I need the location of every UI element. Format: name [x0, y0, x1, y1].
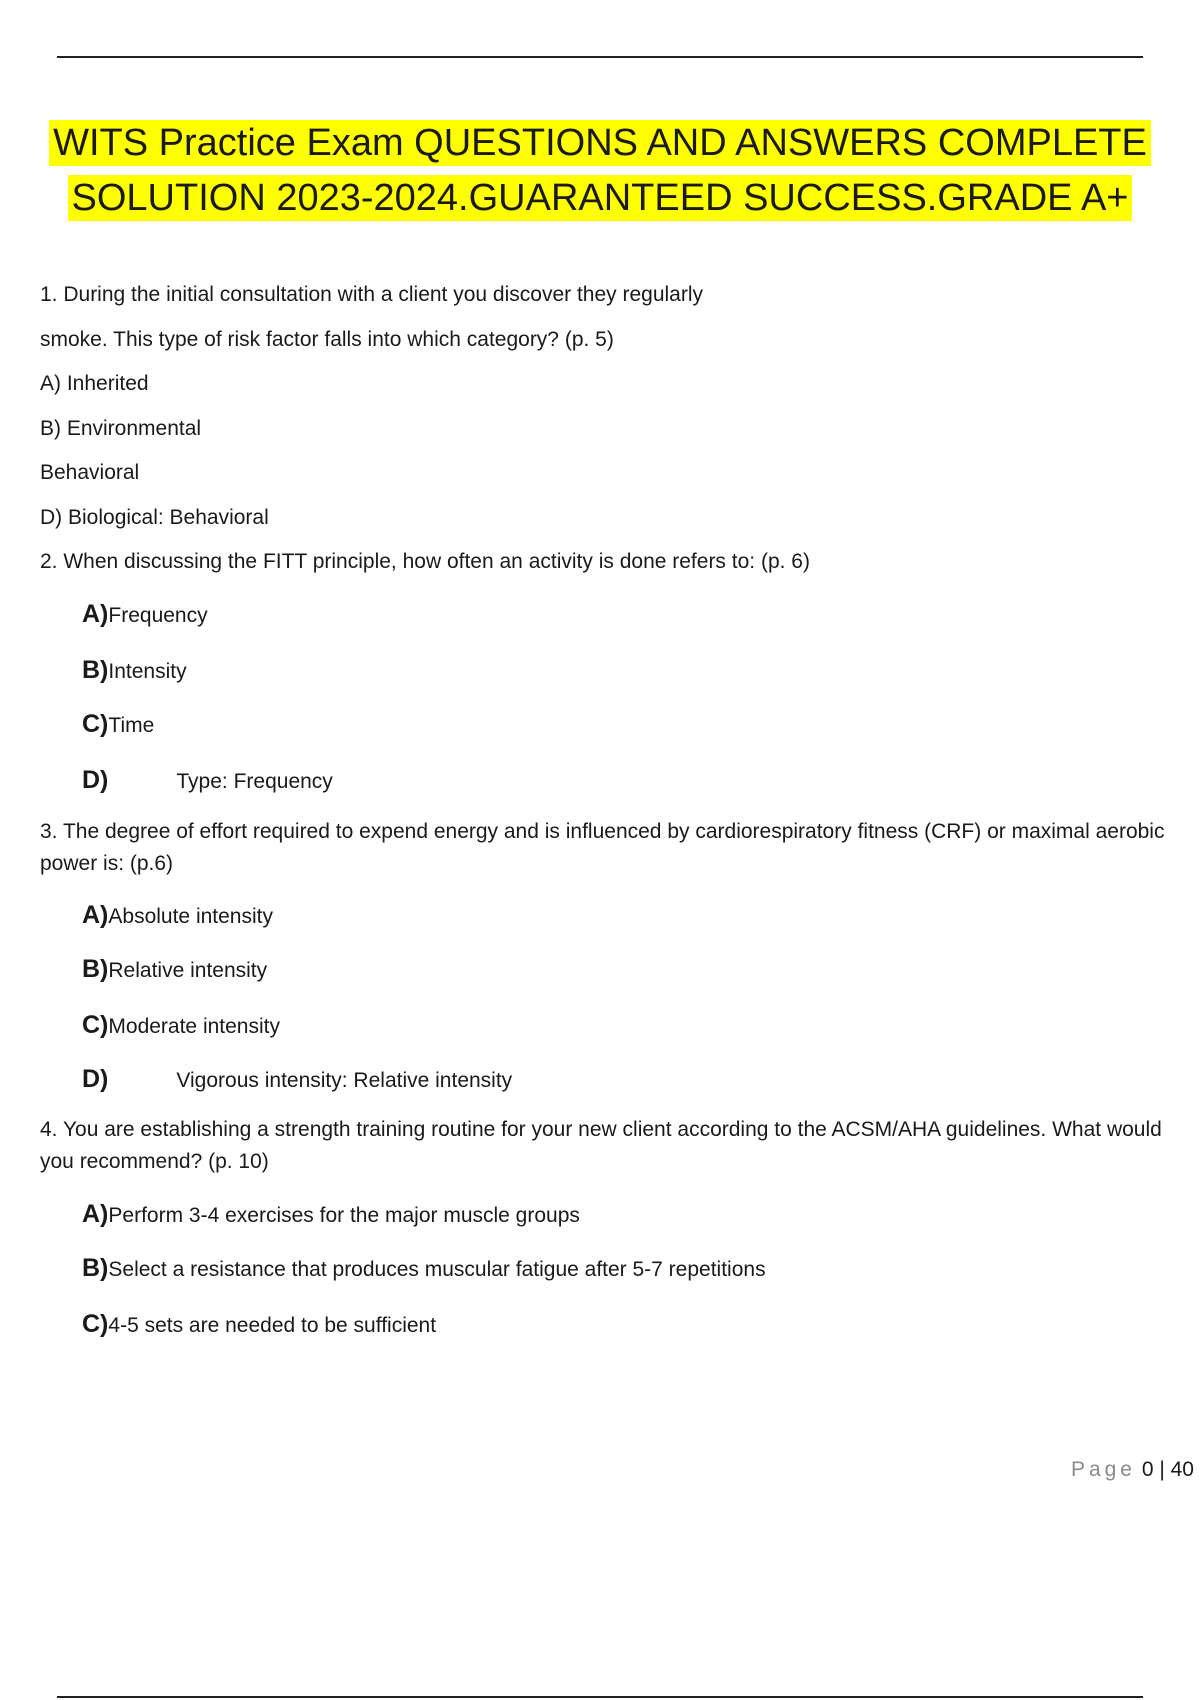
- option-text: Time: [108, 714, 155, 737]
- option-text: Intensity: [108, 660, 187, 683]
- option-text: Perform 3-4 exercises for the major muscle groups: [108, 1204, 580, 1227]
- option-letter: A): [82, 1200, 109, 1228]
- q1-option-c: Behavioral: [40, 461, 140, 484]
- option-letter: B): [82, 1254, 109, 1282]
- q2-text: 2. When discussing the FITT principle, how often an activity is done refers to: (p. 6): [40, 550, 810, 573]
- q1-option-b: B) Environmental: [40, 417, 202, 440]
- option-letter: A): [82, 600, 109, 628]
- q1-text-line-1: 1. During the initial consultation with a client you discover they regularly: [40, 283, 704, 306]
- option-text: Absolute intensity: [108, 905, 273, 928]
- option-letter: B): [82, 955, 109, 983]
- page-label: Page: [1070, 1458, 1136, 1481]
- option-letter: D): [82, 766, 109, 794]
- option-letter: B): [82, 656, 109, 684]
- q3-option-a: [82, 901, 273, 930]
- q2-option-b: [82, 656, 187, 685]
- option-text: Relative intensity: [108, 959, 268, 982]
- q3-text: 3. The degree of effort required to expend energy and is influenced by cardiorespiratory fitness (CRF) or maximal aerobic power is: (p.6): [40, 820, 1165, 875]
- title-line-2: SOLUTION 2023-2024.GUARANTEED SUCCESS.GRADE A+: [68, 175, 1133, 221]
- q2-option-d: [82, 766, 333, 795]
- title-line-1: WITS Practice Exam QUESTIONS AND ANSWERS COMPLETE: [49, 120, 1151, 166]
- q2-option-c: [82, 710, 154, 739]
- page-number: [1071, 1458, 1194, 1482]
- q3-option-c: [82, 1011, 280, 1040]
- option-text: Type: Frequency: [176, 770, 333, 793]
- q2-option-a: [82, 600, 208, 629]
- option-text: Select a resistance that produces muscular fatigue after 5-7 repetitions: [108, 1258, 766, 1281]
- option-letter: C): [82, 1310, 109, 1338]
- q1-option-a: A) Inherited: [40, 372, 149, 395]
- option-letter: A): [82, 901, 109, 929]
- option-letter: D): [82, 1065, 109, 1093]
- option-letter: C): [82, 1011, 109, 1039]
- option-text: Moderate intensity: [108, 1015, 280, 1038]
- q4-option-c: [82, 1310, 436, 1339]
- q1-text-line-2: smoke. This type of risk factor falls into which category? (p. 5): [40, 328, 614, 351]
- option-text: Vigorous intensity: Relative intensity: [176, 1069, 513, 1092]
- option-text: Frequency: [108, 604, 208, 627]
- option-letter: C): [82, 710, 109, 738]
- document-title: [40, 116, 1160, 226]
- q1-option-d: D) Biological: Behavioral: [40, 506, 269, 529]
- bottom-rule: [57, 1696, 1143, 1698]
- q3-option-b: [82, 955, 267, 984]
- q4-text: 4. You are establishing a strength training routine for your new client according to the ACSM/AHA guidelines. What would you recommend? (p. 10): [40, 1118, 1162, 1173]
- option-text: 4-5 sets are needed to be sufficient: [108, 1314, 437, 1337]
- page-count: 0 | 40: [1141, 1458, 1194, 1481]
- top-rule: [57, 56, 1143, 58]
- q4-option-a: [82, 1200, 580, 1229]
- q4-option-b: [82, 1254, 766, 1283]
- q3-option-d: [82, 1065, 512, 1094]
